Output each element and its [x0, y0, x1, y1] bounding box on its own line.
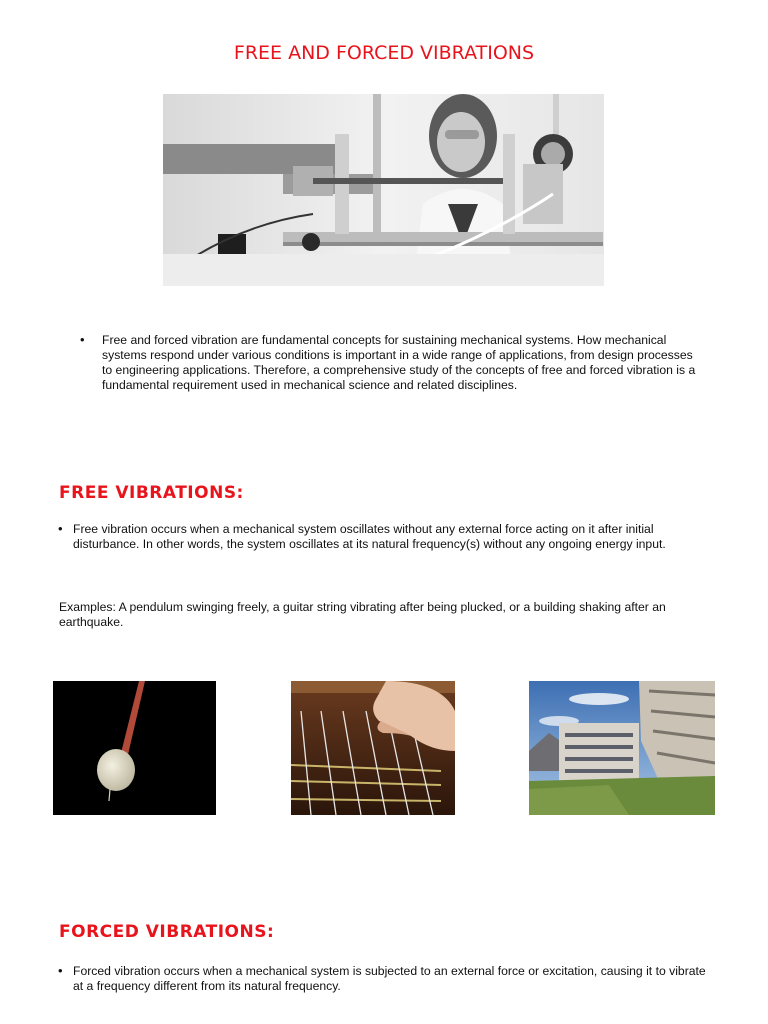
free-vibrations-heading: FREE VIBRATIONS: — [59, 483, 244, 503]
bullet-marker: • — [58, 963, 63, 978]
forced-vibrations-heading: FORCED VIBRATIONS: — [59, 922, 275, 942]
bullet-marker: • — [58, 521, 63, 536]
lab-photo — [163, 94, 604, 286]
forced-vibrations-bullet-text: Forced vibration occurs when a mechanical system is subjected to an external force or excitation, causing it to vibrate at a frequency different from its natural frequency. — [73, 964, 706, 993]
page-title: FREE AND FORCED VIBRATIONS — [233, 42, 535, 64]
intro-bullet-text: Free and forced vibration are fundamental concepts for sustaining mechanical systems. How mechanical systems respond under various conditions is important in a wide range of applications, from design processes to engineering applications. Therefore, a comprehensive study of the concepts of free and forced vibration is a fundamental requirement used in mechanical science and related disciplines. — [102, 333, 696, 392]
pendulum-photo — [53, 681, 216, 815]
free-vibrations-bullet-text: Free vibration occurs when a mechanical system oscillates without any external force acting on it after initial disturbance. In other words, the system oscillates at its natural frequency(s) without any ongoing energy input. — [73, 522, 666, 551]
bullet-marker: • — [80, 332, 85, 347]
earthquake-building-photo — [529, 681, 715, 815]
guitar-string-photo — [291, 681, 455, 815]
free-vibrations-examples: Examples: A pendulum swinging freely, a guitar string vibrating after being plucked, or a building shaking after an earthquake. — [59, 600, 666, 629]
